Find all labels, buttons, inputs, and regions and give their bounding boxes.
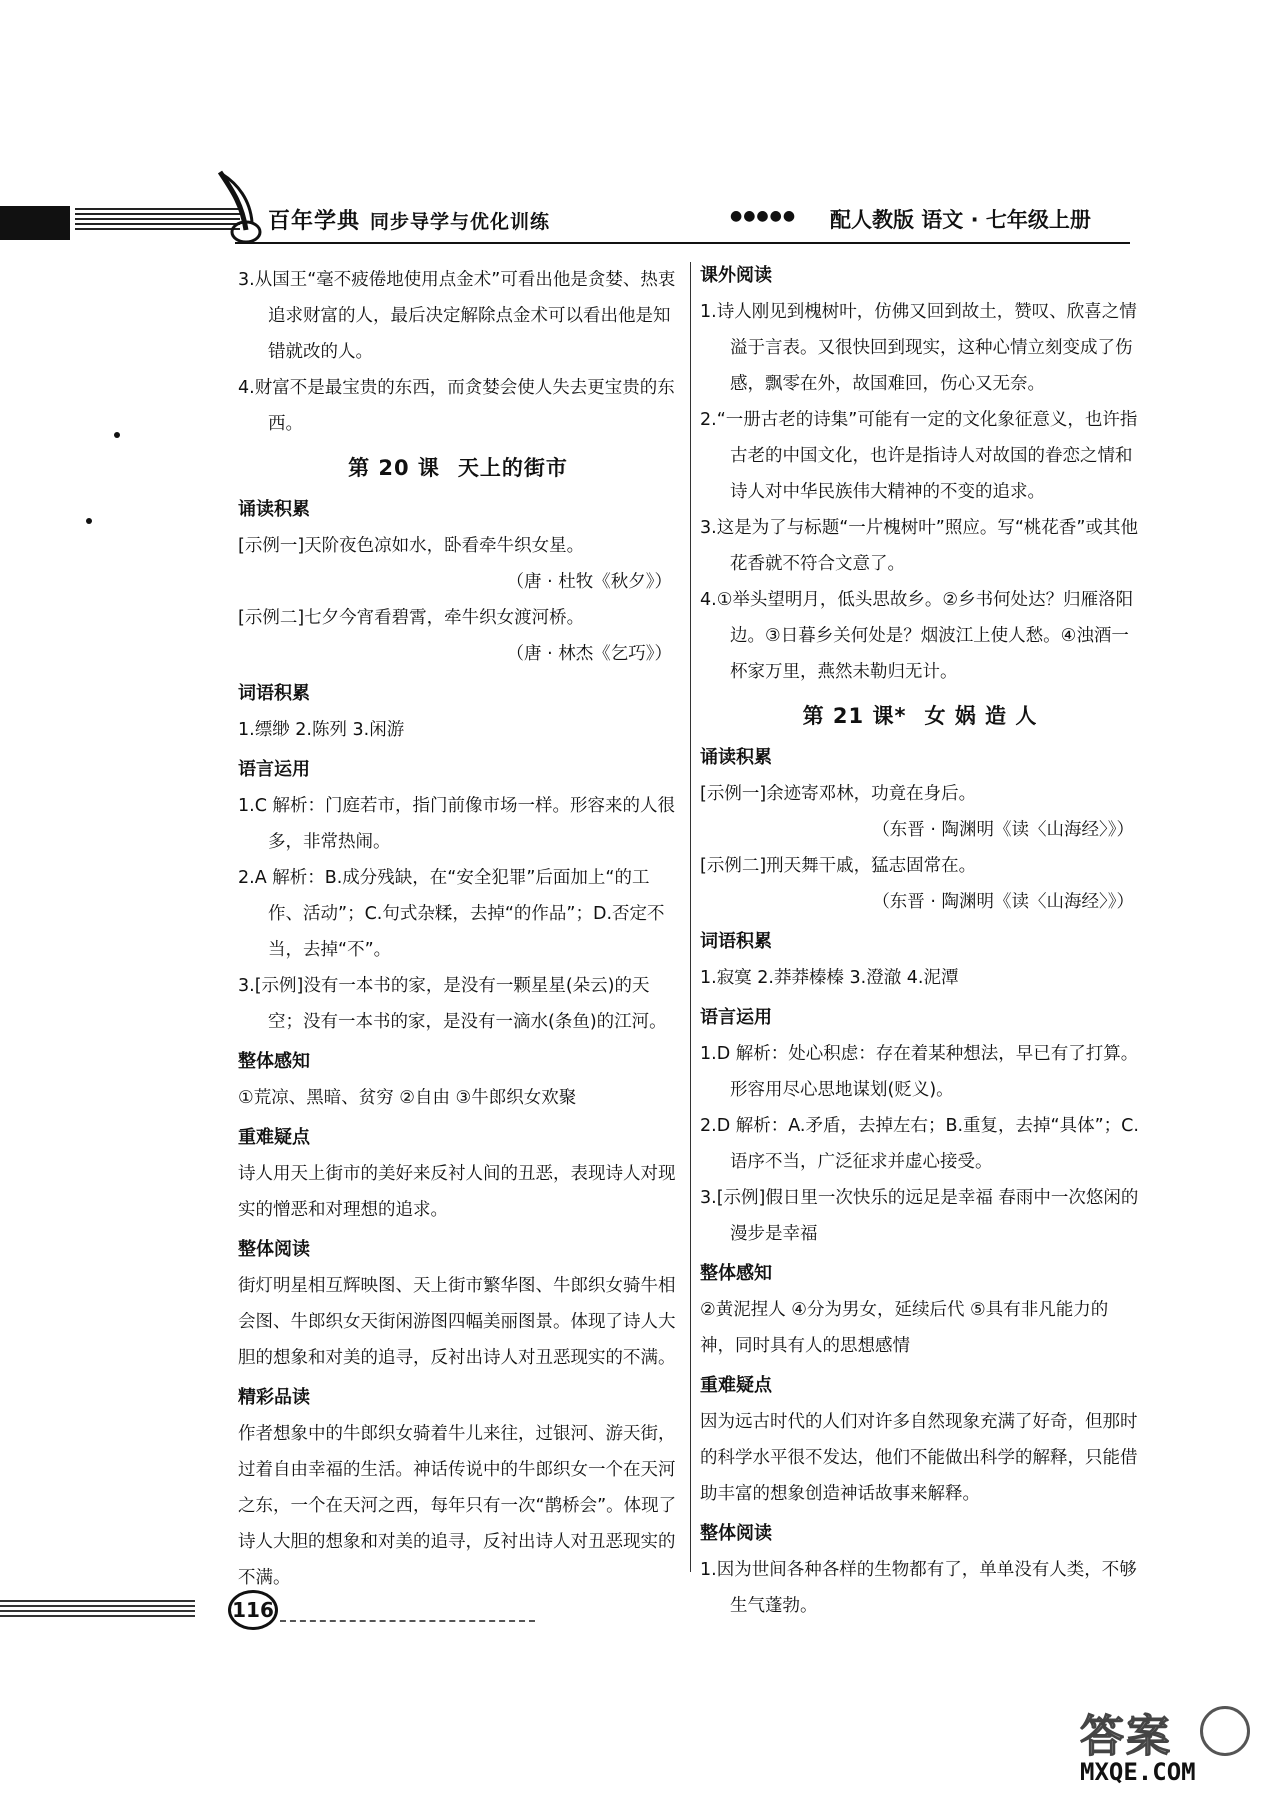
answer-text: 作者想象中的牛郎织女骑着牛儿来往，过银河、游天街，过着自由幸福的生活。神话传说中的牛郎织女一个在天河之东，一个在天河之西，每年只有一次“鹊桥会”。体现了诗人大胆的想象和对美的追寻，反衬出诗人对丑恶现实的不满。 xyxy=(238,1424,677,1588)
lesson-number: 第 20 课 xyxy=(348,456,440,480)
section-heading: 整体感知 xyxy=(238,1051,310,1072)
page-number: 116 xyxy=(228,1590,278,1630)
section-heading: 精彩品读 xyxy=(238,1387,310,1408)
margin-dot xyxy=(114,432,120,438)
word-list: 1.寂寞 2.莽莽榛榛 3.澄澈 4.泥潭 xyxy=(700,968,959,988)
example-source: （唐 · 林杰《乞巧》） xyxy=(506,644,672,664)
footer-stripes xyxy=(0,1600,195,1620)
section-heading: 整体阅读 xyxy=(238,1239,310,1260)
lesson-title: 女 娲 造 人 xyxy=(924,704,1038,728)
lesson-heading xyxy=(700,698,1140,734)
example-source: （东晋 · 陶渊明《读〈山海经〉》） xyxy=(872,820,1134,840)
watermark-url: MXQE.COM xyxy=(1080,1758,1196,1786)
section-heading: 诵读积累 xyxy=(238,499,310,520)
example-line: [示例二]七夕今宵看碧霄，牵牛织女渡河桥。 xyxy=(238,608,585,628)
section-heading: 词语积累 xyxy=(238,683,310,704)
header-black-bar xyxy=(0,206,70,240)
example-line: [示例一]余迹寄邓林，功竟在身后。 xyxy=(700,784,977,804)
example-source: （唐 · 杜牧《秋夕》） xyxy=(506,572,672,592)
answer-text: 因为远古时代的人们对许多自然现象充满了好奇，但那时的科学水平很不发达，他们不能做出科学的解释，只能借助丰富的想象创造神话故事来解释。 xyxy=(700,1412,1138,1504)
footer-dashed-line xyxy=(280,1620,535,1622)
answer-item: 2.A 解析：B.成分残缺，在“安全犯罪”后面加上“的工作、活动”；C.句式杂糅，去掉“的作品”；D.否定不当，去掉“不”。 xyxy=(238,868,665,960)
watermark-text: 答案 xyxy=(1080,1711,1172,1762)
answer-item: 1.D 解析：处心积虑：存在着某种想法，早已有了打算。形容用尽心思地谋划(贬义)。 xyxy=(700,1044,1139,1100)
answer-item: 2.D 解析：A.矛盾，去掉左右；B.重复，去掉“具体”；C.语序不当，广泛征求并虚心接受。 xyxy=(700,1116,1139,1172)
section-heading: 词语积累 xyxy=(700,931,772,952)
answer-text: ①荒凉、黑暗、贫穷 ②自由 ③牛郎织女欢聚 xyxy=(238,1088,577,1108)
header-edition: 配人教版 语文 · 七年级上册 xyxy=(830,208,1091,232)
section-heading: 诵读积累 xyxy=(700,747,772,768)
quill-logo-icon xyxy=(212,170,266,248)
answer-item: 3.[示例]没有一本书的家，是没有一颗星星(朵云)的天空；没有一本书的家，是没有一滴水(条鱼)的江河。 xyxy=(238,976,667,1032)
brand-name: 百年学典 xyxy=(268,209,361,234)
word-list: 1.缥缈 2.陈列 3.闲游 xyxy=(238,720,405,740)
section-heading: 语言运用 xyxy=(700,1007,772,1028)
answer-item: 1.诗人刚见到槐树叶，仿佛又回到故土，赞叹、欣喜之情溢于言表。又很快回到现实，这种心情立刻变成了伤感，飘零在外，故国难回，伤心又无奈。 xyxy=(700,302,1137,394)
answer-item: 4.①举头望明月，低头思故乡。②乡书何处达？归雁洛阳边。③日暮乡关何处是？烟波江上使人愁。④浊酒一杯家万里，燕然未勒归无计。 xyxy=(700,590,1134,682)
answer-item: 3.[示例]假日里一次快乐的远足是幸福 春雨中一次悠闲的漫步是幸福 xyxy=(700,1188,1139,1244)
watermark-circle-icon xyxy=(1200,1706,1250,1756)
header-title xyxy=(268,204,550,235)
section-heading: 课外阅读 xyxy=(700,265,772,286)
answer-text: ②黄泥捏人 ④分为男女，延续后代 ⑤具有非凡能力的神，同时具有人的思想感情 xyxy=(700,1300,1109,1356)
answer-item: 3.从国王“毫不疲倦地使用点金术”可看出他是贪婪、热衷追求财富的人，最后决定解除点金术可以看出他是知错就改的人。 xyxy=(238,270,676,362)
header-dots: ●●●●● xyxy=(730,208,797,224)
section-heading: 语言运用 xyxy=(238,759,310,780)
answer-item: 4.财富不是最宝贵的东西，而贪婪会使人失去更宝贵的东西。 xyxy=(238,378,675,434)
lesson-heading xyxy=(238,450,678,486)
answer-text: 诗人用天上街市的美好来反衬人间的丑恶，表现诗人对现实的憎恶和对理想的追求。 xyxy=(238,1164,676,1220)
answer-item: 2.“一册古老的诗集”可能有一定的文化象征意义，也许指古老的中国文化，也许是指诗人对故国的眷恋之情和诗人对中华民族伟大精神的不变的追求。 xyxy=(700,410,1138,502)
watermark xyxy=(1080,1700,1260,1790)
header-subtitle: 同步导学与优化训练 xyxy=(370,211,551,233)
answer-item: 1.C 解析：门庭若市，指门前像市场一样。形容来的人很多，非常热闹。 xyxy=(238,796,675,852)
answer-item: 3.这是为了与标题“一片槐树叶”照应。写“桃花香”或其他花香就不符合文意了。 xyxy=(700,518,1138,574)
section-heading: 重难疑点 xyxy=(238,1127,310,1148)
section-heading: 重难疑点 xyxy=(700,1375,772,1396)
answer-text: 街灯明星相互辉映图、天上街市繁华图、牛郎织女骑牛相会图、牛郎织女天街闲游图四幅美丽图景。体现了诗人大胆的想象和对美的追寻，反衬出诗人对丑恶现实的不满。 xyxy=(238,1276,676,1368)
example-source: （东晋 · 陶渊明《读〈山海经〉》） xyxy=(872,892,1134,912)
lesson-title: 天上的街市 xyxy=(457,456,568,480)
margin-dot xyxy=(86,518,92,524)
section-heading: 整体感知 xyxy=(700,1263,772,1284)
example-line: [示例二]刑天舞干戚，猛志固常在。 xyxy=(700,856,977,876)
answer-item: 1.因为世间各种各样的生物都有了，单单没有人类，不够生气蓬勃。 xyxy=(700,1560,1137,1616)
right-column xyxy=(700,254,1140,1624)
lesson-number: 第 21 课* xyxy=(802,704,907,728)
header-rule xyxy=(235,242,1130,244)
column-divider xyxy=(690,262,691,1572)
section-heading: 整体阅读 xyxy=(700,1523,772,1544)
left-column xyxy=(238,262,678,1596)
example-line: [示例一]天阶夜色凉如水，卧看牵牛织女星。 xyxy=(238,536,585,556)
